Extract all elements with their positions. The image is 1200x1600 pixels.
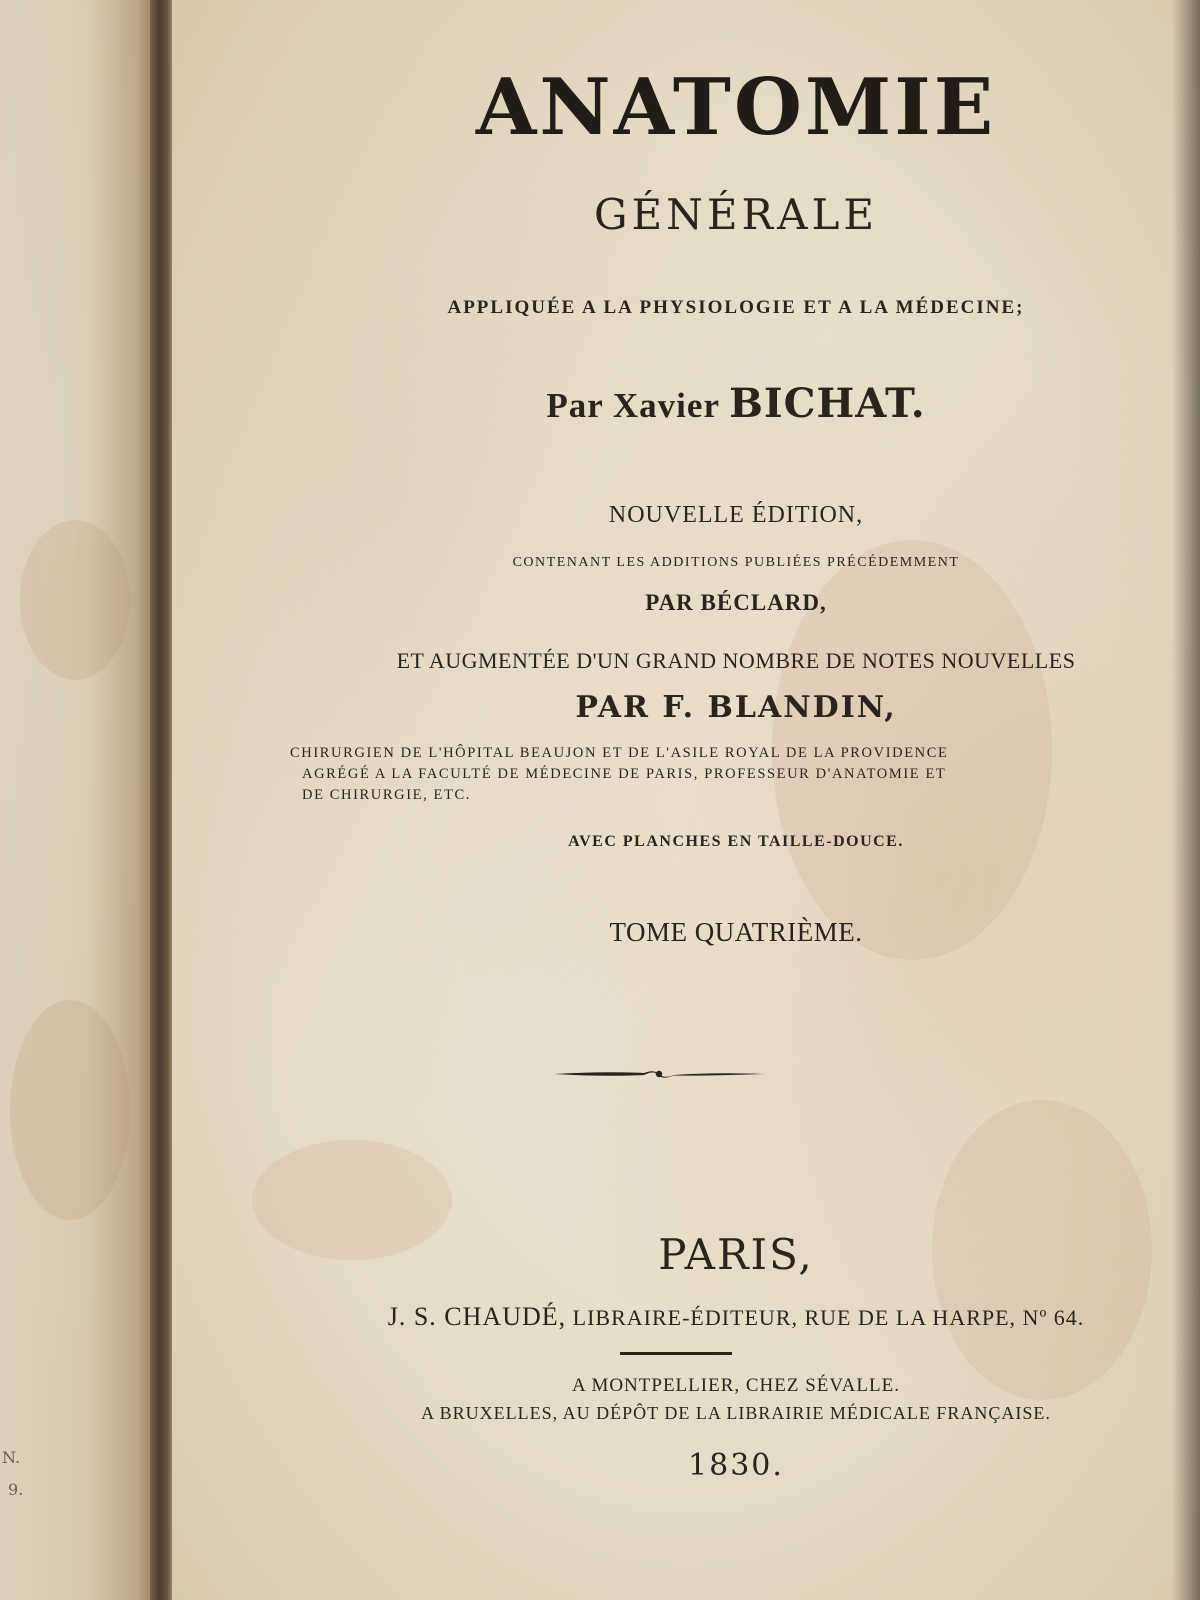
plates-line: AVEC PLANCHES EN TAILLE-DOUCE. xyxy=(568,833,904,850)
imprint-rule xyxy=(620,1352,732,1355)
imprint-city: PARIS, xyxy=(658,1230,814,1279)
publisher-details: LIBRAIRE-ÉDITEUR, RUE DE LA HARPE, Nº 64. xyxy=(572,1305,1085,1330)
bruxelles-line: A BRUXELLES, AU DÉPÔT DE LA LIBRAIRIE MÉDICALE FRANÇAISE. xyxy=(421,1403,1051,1423)
author-name: BICHAT. xyxy=(729,380,926,427)
author-line xyxy=(222,380,1200,427)
author-prefix: Par Xavier xyxy=(546,386,720,425)
credential-line: CHIRURGIEN DE L'HÔPITAL BEAUJON ET DE L'ASILE ROYAL DE LA PROVIDENCE xyxy=(290,745,949,761)
ornament-divider-icon xyxy=(554,1066,764,1082)
credential-line: DE CHIRURGIE, ETC. xyxy=(302,787,471,803)
paper-stain xyxy=(20,520,130,680)
edition-line: NOUVELLE ÉDITION, xyxy=(608,502,864,528)
credential-line: AGRÉGÉ A LA FACULTÉ DE MÉDECINE DE PARIS, PROFESSEUR D'ANATOMIE ET xyxy=(302,766,947,782)
beclard-line: PAR BÉCLARD, xyxy=(645,590,827,615)
montpellier-line: A MONTPELLIER, CHEZ SÉVALLE. xyxy=(572,1375,900,1396)
blandin-credentials xyxy=(290,743,1030,806)
facing-page-fragment: N. xyxy=(2,1448,21,1467)
augmented-line: ET AUGMENTÉE D'UN GRAND NOMBRE DE NOTES NOUVELLES xyxy=(396,648,1076,673)
title-page xyxy=(172,0,1200,1600)
book-title: ANATOMIE xyxy=(475,62,997,153)
containing-line: CONTENANT LES ADDITIONS PUBLIÉES PRÉCÉDEMMENT xyxy=(512,555,960,570)
publisher-name: J. S. CHAUDÉ, xyxy=(387,1302,567,1331)
applied-to-line: APPLIQUÉE A LA PHYSIOLOGIE ET A LA MÉDECINE; xyxy=(447,297,1025,318)
facing-page-fragment: 9. xyxy=(8,1480,24,1499)
publication-year: 1830. xyxy=(688,1448,784,1483)
publisher-line xyxy=(222,1302,1200,1332)
page-edge-shadow xyxy=(1172,0,1200,1600)
paper-stain xyxy=(10,1000,130,1220)
volume-line: TOME QUATRIÈME. xyxy=(609,917,863,947)
book-subtitle: GÉNÉRALE xyxy=(593,190,879,239)
blandin-line: PAR F. BLANDIN, xyxy=(575,690,897,725)
facing-page xyxy=(0,0,160,1600)
